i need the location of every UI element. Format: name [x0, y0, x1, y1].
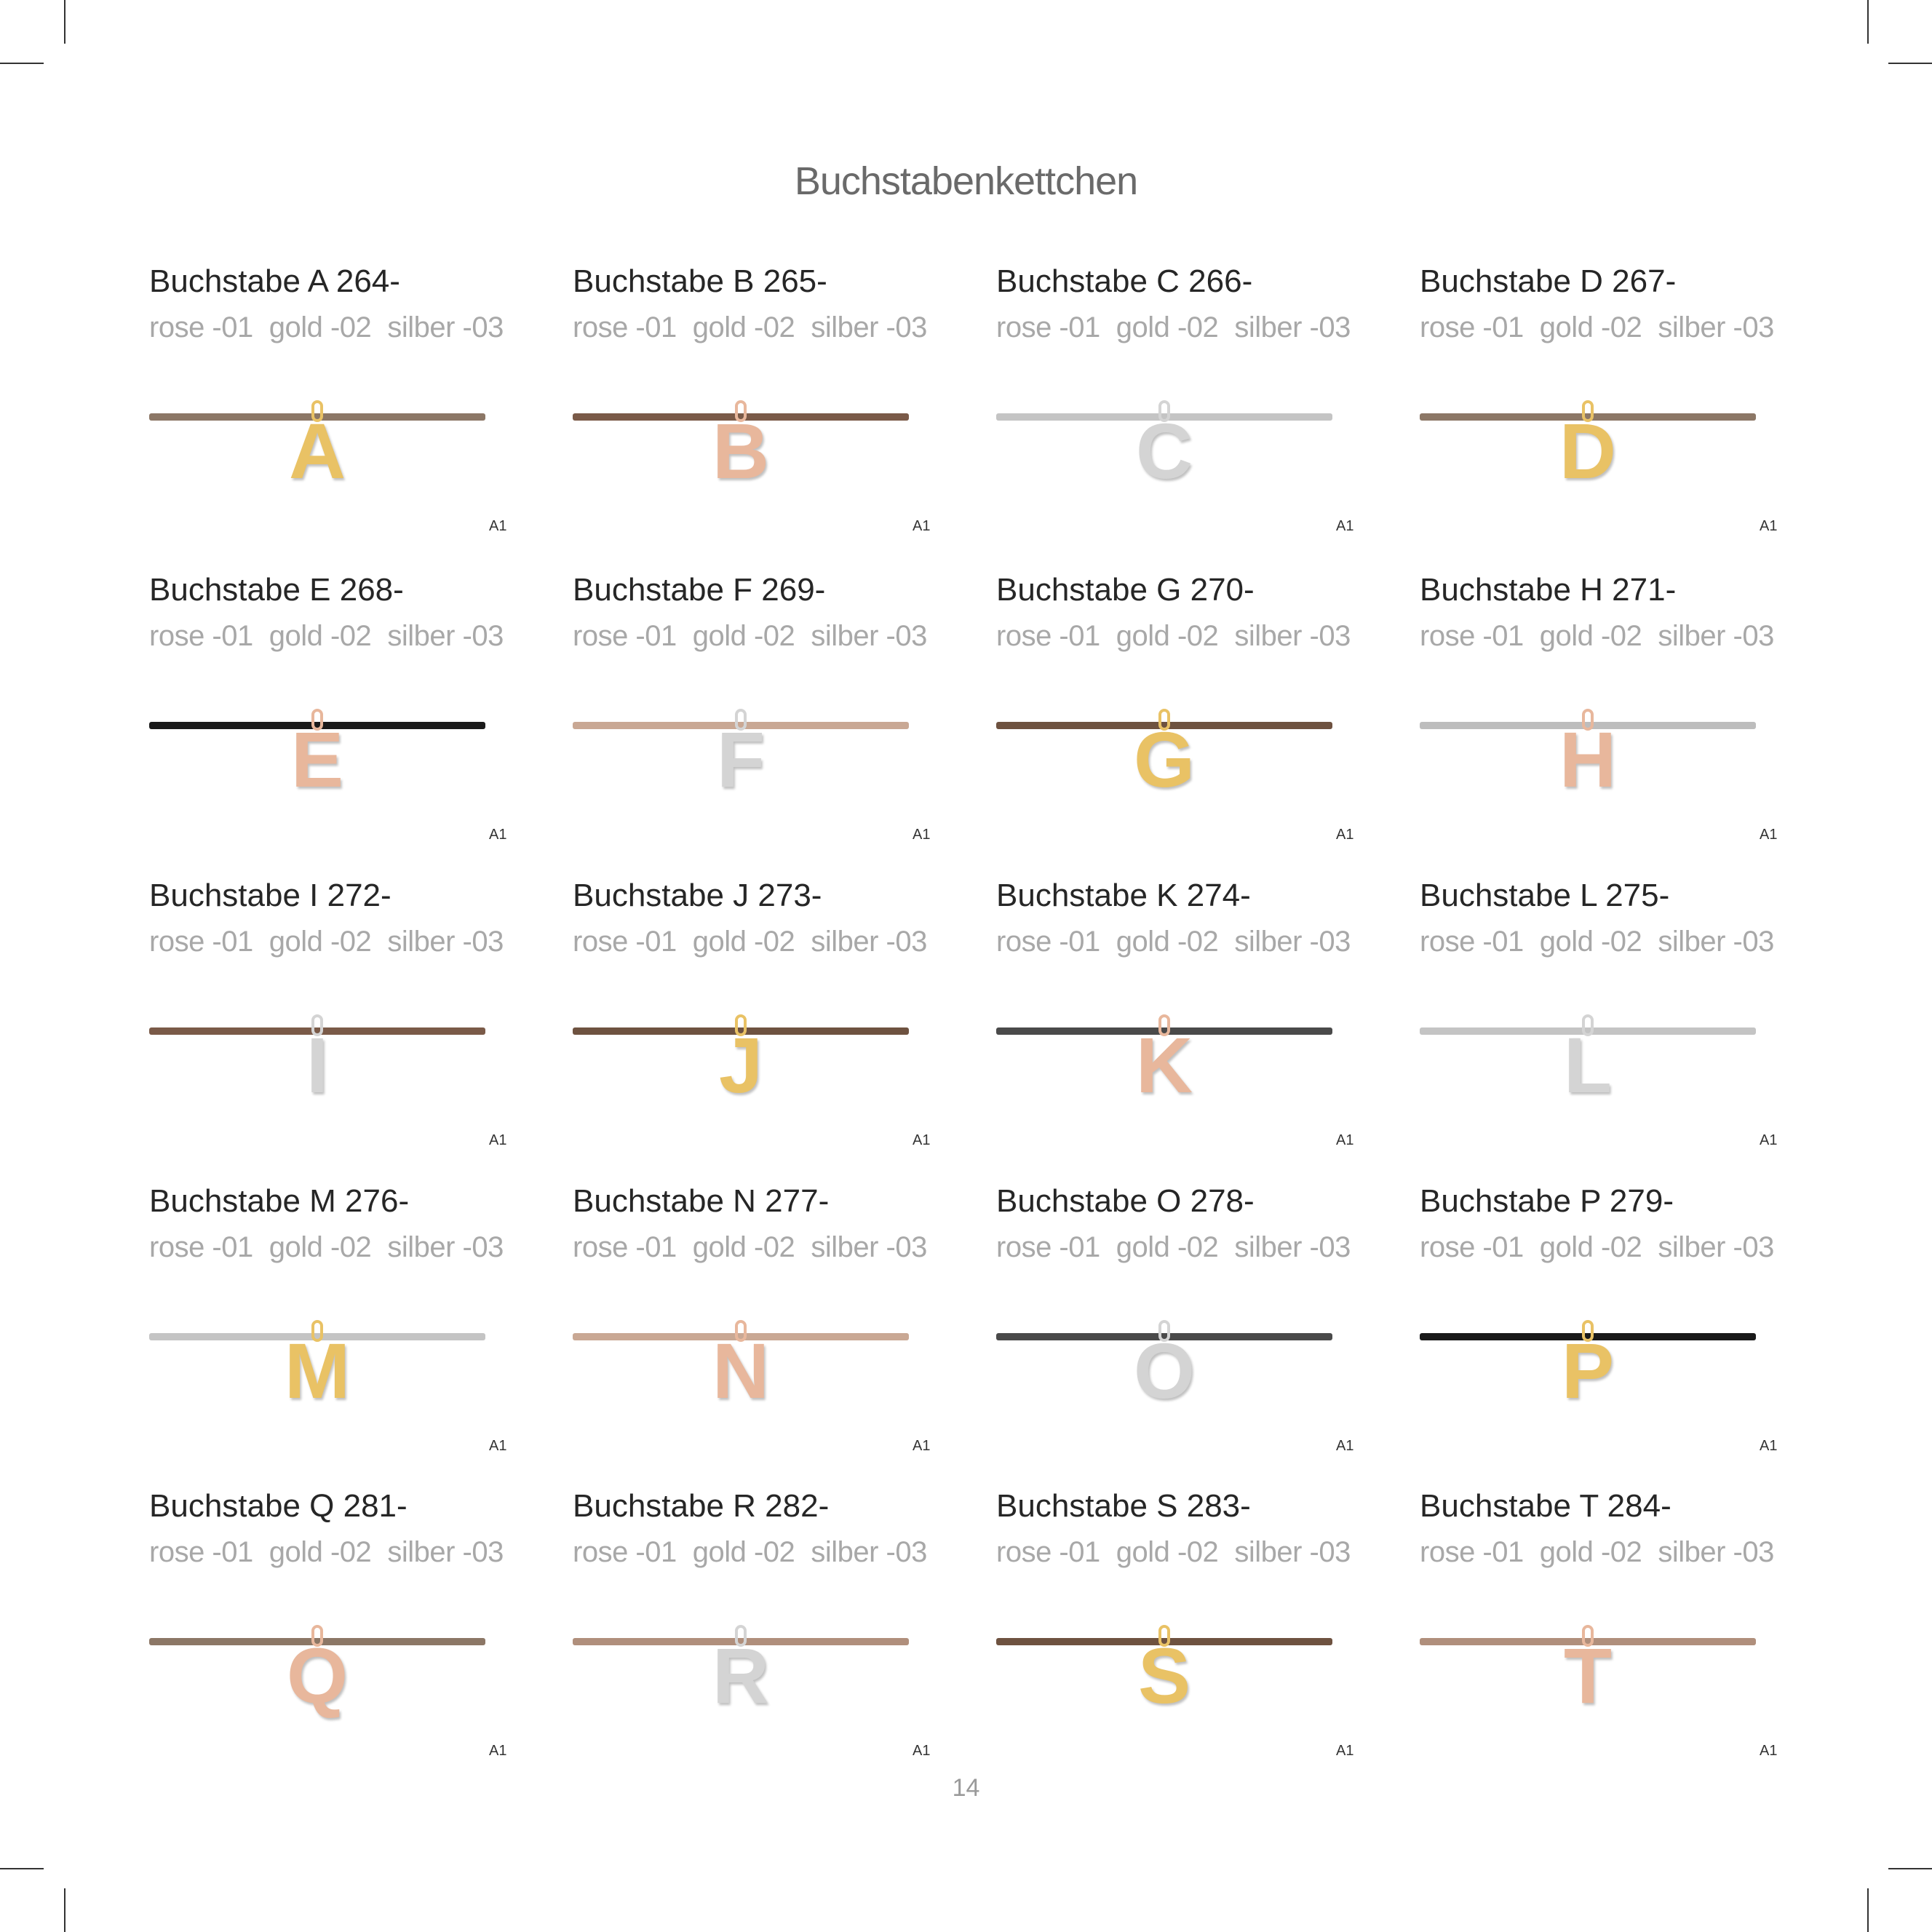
color-variant: silber -03 — [387, 926, 504, 958]
color-variant: rose -01 — [996, 620, 1100, 652]
product-name: Buchstabe N 277- — [573, 1183, 830, 1219]
color-variant: gold -02 — [1116, 1231, 1219, 1263]
crop-mark — [0, 1868, 44, 1869]
product-name: Buchstabe G 270- — [996, 572, 1255, 608]
item-code: A1 — [913, 1438, 931, 1454]
item-code: A1 — [489, 518, 507, 534]
color-variant: gold -02 — [1116, 926, 1219, 958]
letter-pendant: N — [712, 1327, 769, 1415]
color-variants — [149, 620, 520, 653]
product-name: Buchstabe T 284- — [1420, 1488, 1671, 1524]
color-variant: rose -01 — [149, 620, 253, 652]
product-name: Buchstabe Q 281- — [149, 1488, 408, 1524]
color-variant: gold -02 — [1116, 1536, 1219, 1568]
color-variants — [1420, 1231, 1790, 1264]
color-variant: rose -01 — [1420, 620, 1524, 652]
color-variant: rose -01 — [996, 1231, 1100, 1263]
color-variants — [149, 926, 520, 958]
product-name: Buchstabe E 268- — [149, 572, 404, 608]
necklace-photo — [573, 1307, 909, 1416]
letter-pendant: C — [1136, 407, 1193, 495]
product-name: Buchstabe K 274- — [996, 878, 1251, 913]
necklace-photo — [149, 387, 485, 496]
color-variant: gold -02 — [1539, 926, 1642, 958]
product-name: Buchstabe J 273- — [573, 878, 822, 913]
color-variant: gold -02 — [692, 926, 795, 958]
letter-pendant: D — [1559, 407, 1616, 495]
product-item — [149, 1183, 528, 1482]
color-variant: silber -03 — [1234, 1536, 1351, 1568]
product-item — [1420, 1488, 1798, 1786]
item-code: A1 — [489, 827, 507, 843]
item-code: A1 — [913, 1743, 931, 1759]
color-variants — [573, 1536, 943, 1569]
color-variant: rose -01 — [149, 1231, 253, 1263]
color-variant: gold -02 — [269, 1231, 372, 1263]
color-variant: rose -01 — [573, 311, 677, 343]
product-name: Buchstabe B 265- — [573, 263, 827, 299]
item-code: A1 — [1336, 1743, 1354, 1759]
color-variant: silber -03 — [811, 620, 927, 652]
color-variants — [1420, 311, 1790, 344]
color-variant: gold -02 — [269, 1536, 372, 1568]
product-item — [996, 1488, 1375, 1786]
color-variant: silber -03 — [387, 620, 504, 652]
product-name: Buchstabe S 283- — [996, 1488, 1251, 1524]
color-variant: silber -03 — [811, 926, 927, 958]
necklace-photo — [996, 1612, 1332, 1721]
color-variant: gold -02 — [1539, 1536, 1642, 1568]
product-item — [149, 1488, 528, 1786]
color-variants — [149, 1536, 520, 1569]
page-title: Buchstabenkettchen — [794, 159, 1138, 203]
letter-pendant: T — [1564, 1631, 1612, 1720]
necklace-photo — [1420, 1307, 1756, 1416]
color-variant: rose -01 — [1420, 1231, 1524, 1263]
necklace-photo — [1420, 1001, 1756, 1110]
letter-pendant: H — [1559, 715, 1616, 803]
color-variants — [996, 1536, 1367, 1569]
crop-mark — [1867, 0, 1869, 44]
color-variant: silber -03 — [1658, 1536, 1774, 1568]
color-variants — [996, 620, 1367, 653]
color-variant: silber -03 — [387, 1231, 504, 1263]
color-variant: gold -02 — [269, 620, 372, 652]
necklace-photo — [573, 1612, 909, 1721]
necklace-photo — [149, 696, 485, 805]
color-variant: silber -03 — [1234, 311, 1351, 343]
color-variant: silber -03 — [1658, 620, 1774, 652]
color-variants — [996, 311, 1367, 344]
color-variant: rose -01 — [1420, 1536, 1524, 1568]
product-item — [996, 572, 1375, 870]
color-variant: rose -01 — [996, 311, 1100, 343]
product-item — [1420, 1183, 1798, 1482]
color-variant: rose -01 — [573, 1536, 677, 1568]
color-variants — [1420, 620, 1790, 653]
color-variant: rose -01 — [1420, 311, 1524, 343]
product-name: Buchstabe L 275- — [1420, 878, 1670, 913]
necklace-photo — [149, 1001, 485, 1110]
color-variant: silber -03 — [387, 1536, 504, 1568]
color-variants — [996, 1231, 1367, 1264]
letter-pendant: B — [712, 407, 769, 495]
color-variant: silber -03 — [1658, 1231, 1774, 1263]
letter-pendant: Q — [286, 1631, 348, 1720]
product-name: Buchstabe R 282- — [573, 1488, 830, 1524]
product-item — [573, 1488, 951, 1786]
necklace-photo — [996, 1001, 1332, 1110]
color-variant: silber -03 — [811, 1536, 927, 1568]
color-variant: silber -03 — [1658, 311, 1774, 343]
necklace-photo — [1420, 1612, 1756, 1721]
necklace-photo — [996, 1307, 1332, 1416]
product-name: Buchstabe H 271- — [1420, 572, 1677, 608]
color-variant: silber -03 — [811, 311, 927, 343]
letter-pendant: J — [718, 1021, 763, 1109]
crop-mark — [1888, 63, 1932, 64]
color-variant: rose -01 — [996, 926, 1100, 958]
color-variant: gold -02 — [692, 1536, 795, 1568]
item-code: A1 — [1760, 827, 1778, 843]
color-variant: silber -03 — [1234, 926, 1351, 958]
product-name: Buchstabe A 264- — [149, 263, 400, 299]
item-code: A1 — [913, 518, 931, 534]
letter-pendant: R — [712, 1631, 769, 1720]
color-variant: rose -01 — [149, 926, 253, 958]
product-item — [149, 878, 528, 1176]
color-variant: rose -01 — [996, 1536, 1100, 1568]
letter-pendant: F — [717, 715, 765, 803]
color-variants — [149, 311, 520, 344]
crop-mark — [64, 1888, 65, 1932]
color-variant: gold -02 — [1539, 1231, 1642, 1263]
item-code: A1 — [1336, 518, 1354, 534]
color-variants — [573, 620, 943, 653]
color-variant: rose -01 — [1420, 926, 1524, 958]
color-variant: rose -01 — [573, 1231, 677, 1263]
necklace-photo — [573, 387, 909, 496]
letter-pendant: O — [1133, 1327, 1195, 1415]
color-variant: silber -03 — [811, 1231, 927, 1263]
product-item — [149, 263, 528, 562]
color-variants — [573, 1231, 943, 1264]
product-item — [996, 263, 1375, 562]
crop-mark — [64, 0, 65, 44]
item-code: A1 — [489, 1132, 507, 1148]
item-code: A1 — [913, 1132, 931, 1148]
product-item — [1420, 263, 1798, 562]
product-item — [573, 572, 951, 870]
product-name: Buchstabe C 266- — [996, 263, 1253, 299]
item-code: A1 — [489, 1438, 507, 1454]
product-item — [573, 1183, 951, 1482]
crop-mark — [1867, 1888, 1869, 1932]
letter-pendant: A — [289, 407, 346, 495]
letter-pendant: I — [306, 1021, 328, 1109]
crop-mark — [1888, 1868, 1932, 1869]
item-code: A1 — [1760, 1132, 1778, 1148]
color-variant: gold -02 — [1116, 620, 1219, 652]
page-number: 14 — [952, 1774, 980, 1802]
color-variants — [573, 926, 943, 958]
color-variant: silber -03 — [387, 311, 504, 343]
product-item — [1420, 878, 1798, 1176]
color-variant: gold -02 — [1539, 311, 1642, 343]
necklace-photo — [1420, 696, 1756, 805]
item-code: A1 — [489, 1743, 507, 1759]
color-variant: gold -02 — [1539, 620, 1642, 652]
necklace-photo — [573, 696, 909, 805]
product-item — [149, 572, 528, 870]
item-code: A1 — [913, 827, 931, 843]
color-variants — [573, 311, 943, 344]
product-name: Buchstabe F 269- — [573, 572, 826, 608]
color-variant: rose -01 — [573, 926, 677, 958]
product-name: Buchstabe M 276- — [149, 1183, 410, 1219]
product-item — [996, 878, 1375, 1176]
color-variant: silber -03 — [1234, 620, 1351, 652]
color-variants — [996, 926, 1367, 958]
color-variant: gold -02 — [692, 620, 795, 652]
color-variants — [149, 1231, 520, 1264]
letter-pendant: S — [1137, 1631, 1191, 1720]
necklace-photo — [996, 696, 1332, 805]
necklace-photo — [149, 1612, 485, 1721]
letter-pendant: M — [285, 1327, 350, 1415]
color-variant: silber -03 — [1234, 1231, 1351, 1263]
color-variant: rose -01 — [149, 311, 253, 343]
color-variant: gold -02 — [692, 1231, 795, 1263]
necklace-photo — [996, 387, 1332, 496]
necklace-photo — [1420, 387, 1756, 496]
letter-pendant: P — [1561, 1327, 1615, 1415]
item-code: A1 — [1760, 1743, 1778, 1759]
color-variant: rose -01 — [149, 1536, 253, 1568]
product-item — [996, 1183, 1375, 1482]
necklace-photo — [573, 1001, 909, 1110]
product-name: Buchstabe I 272- — [149, 878, 391, 913]
letter-pendant: E — [290, 715, 344, 803]
letter-pendant: K — [1136, 1021, 1193, 1109]
product-item — [573, 878, 951, 1176]
product-name: Buchstabe P 279- — [1420, 1183, 1674, 1219]
color-variant: gold -02 — [269, 926, 372, 958]
product-name: Buchstabe D 267- — [1420, 263, 1677, 299]
color-variant: rose -01 — [573, 620, 677, 652]
color-variant: gold -02 — [269, 311, 372, 343]
necklace-photo — [149, 1307, 485, 1416]
item-code: A1 — [1336, 1132, 1354, 1148]
item-code: A1 — [1760, 518, 1778, 534]
letter-pendant: G — [1133, 715, 1195, 803]
color-variants — [1420, 1536, 1790, 1569]
letter-pendant: L — [1564, 1021, 1612, 1109]
crop-mark — [0, 63, 44, 64]
color-variant: silber -03 — [1658, 926, 1774, 958]
item-code: A1 — [1336, 827, 1354, 843]
item-code: A1 — [1336, 1438, 1354, 1454]
color-variant: gold -02 — [692, 311, 795, 343]
product-name: Buchstabe O 278- — [996, 1183, 1255, 1219]
product-item — [1420, 572, 1798, 870]
item-code: A1 — [1760, 1438, 1778, 1454]
color-variants — [1420, 926, 1790, 958]
color-variant: gold -02 — [1116, 311, 1219, 343]
product-item — [573, 263, 951, 562]
